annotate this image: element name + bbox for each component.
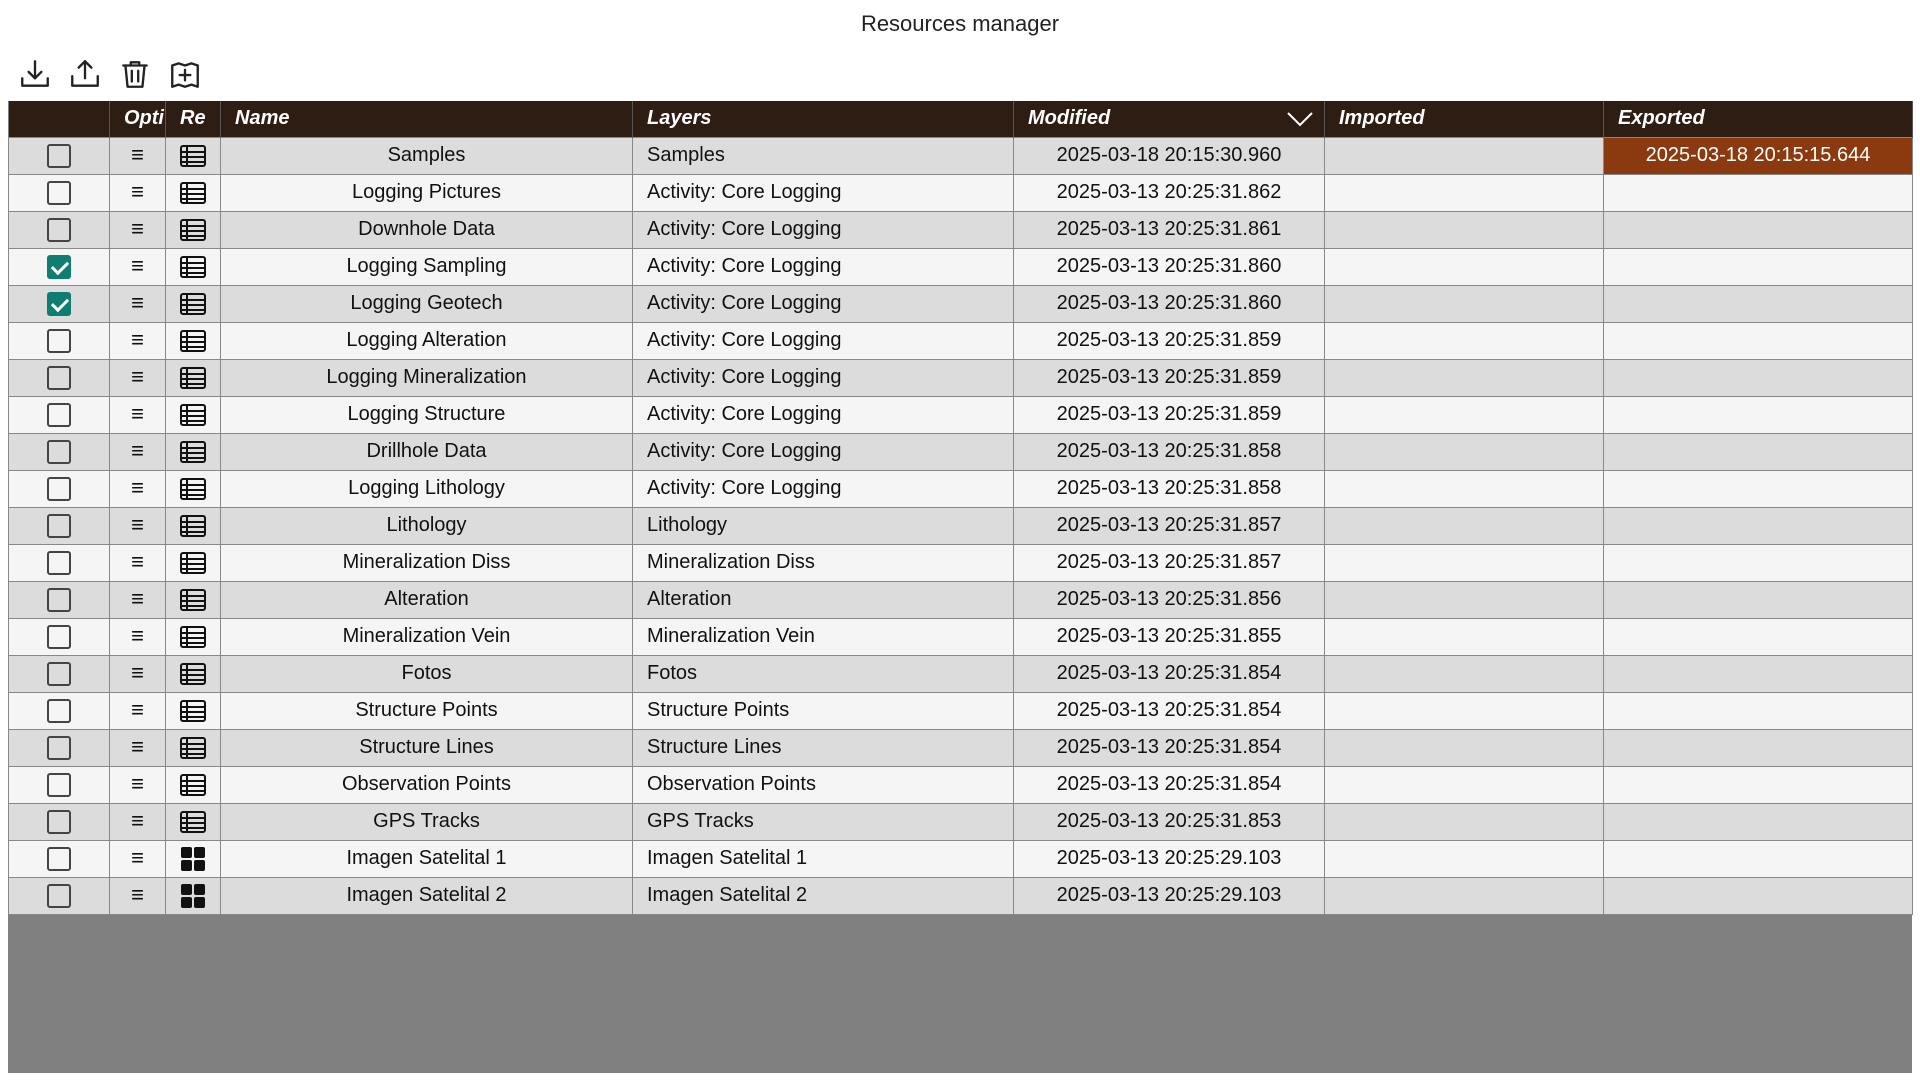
table-icon <box>179 477 207 499</box>
resources-table <box>8 101 1913 915</box>
row-select-cell <box>9 877 110 914</box>
menu-icon[interactable]: ≡ <box>131 807 144 833</box>
menu-icon[interactable]: ≡ <box>131 215 144 241</box>
row-imported <box>1325 507 1604 544</box>
menu-icon[interactable]: ≡ <box>131 881 144 907</box>
row-resource-cell <box>166 544 221 581</box>
row-checkbox[interactable] <box>47 329 71 353</box>
row-exported <box>1604 840 1913 877</box>
table-icon <box>179 255 207 277</box>
row-exported <box>1604 211 1913 248</box>
table-row[interactable] <box>9 174 1913 211</box>
menu-icon[interactable]: ≡ <box>131 141 144 167</box>
menu-icon[interactable]: ≡ <box>131 622 144 648</box>
row-select-cell <box>9 174 110 211</box>
row-resource-cell <box>166 396 221 433</box>
row-layers: Activity: Core Logging <box>633 359 1014 396</box>
row-checkbox[interactable] <box>47 366 71 390</box>
table-row[interactable] <box>9 692 1913 729</box>
menu-icon[interactable]: ≡ <box>131 696 144 722</box>
row-exported <box>1604 655 1913 692</box>
row-resource-cell <box>166 692 221 729</box>
row-checkbox[interactable] <box>47 847 71 871</box>
row-imported <box>1325 618 1604 655</box>
menu-icon[interactable]: ≡ <box>131 474 144 500</box>
row-resource-cell <box>166 248 221 285</box>
row-select-cell <box>9 248 110 285</box>
row-select-cell <box>9 137 110 174</box>
row-resource-cell <box>166 766 221 803</box>
row-name[interactable]: Mineralization Diss <box>221 544 633 581</box>
row-select-cell <box>9 359 110 396</box>
row-options-cell <box>110 692 166 729</box>
row-options-cell <box>110 581 166 618</box>
row-imported <box>1325 248 1604 285</box>
row-options-cell <box>110 433 166 470</box>
table-row[interactable] <box>9 359 1913 396</box>
table-row[interactable] <box>9 507 1913 544</box>
table-icon <box>179 551 207 573</box>
row-select-cell <box>9 285 110 322</box>
row-name[interactable]: Alteration <box>221 581 633 618</box>
row-resource-cell <box>166 211 221 248</box>
row-name[interactable]: Structure Lines <box>221 729 633 766</box>
row-options-cell <box>110 285 166 322</box>
row-modified: 2025-03-13 20:25:31.857 <box>1014 507 1325 544</box>
row-imported <box>1325 322 1604 359</box>
row-modified: 2025-03-18 20:15:30.960 <box>1014 137 1325 174</box>
table-row[interactable] <box>9 248 1913 285</box>
row-exported <box>1604 248 1913 285</box>
row-name[interactable]: Drillhole Data <box>221 433 633 470</box>
row-layers: Activity: Core Logging <box>633 470 1014 507</box>
export-button[interactable] <box>64 53 106 95</box>
resources-table-area <box>8 101 1912 1073</box>
table-header-row <box>9 101 1913 137</box>
column-header-resource[interactable]: Re <box>166 101 221 137</box>
row-name[interactable]: GPS Tracks <box>221 803 633 840</box>
table-row[interactable] <box>9 470 1913 507</box>
row-resource-cell <box>166 803 221 840</box>
row-imported <box>1325 470 1604 507</box>
row-select-cell <box>9 470 110 507</box>
table-row[interactable] <box>9 211 1913 248</box>
row-imported <box>1325 581 1604 618</box>
row-name[interactable]: Samples <box>221 137 633 174</box>
row-name[interactable]: Imagen Satelital 2 <box>221 877 633 914</box>
row-resource-cell <box>166 655 221 692</box>
row-resource-cell <box>166 359 221 396</box>
column-header-layers[interactable]: Layers <box>633 101 1014 137</box>
table-row[interactable] <box>9 581 1913 618</box>
row-layers: Fotos <box>633 655 1014 692</box>
table-icon <box>179 699 207 721</box>
row-modified: 2025-03-13 20:25:31.858 <box>1014 470 1325 507</box>
row-exported <box>1604 766 1913 803</box>
row-modified: 2025-03-13 20:25:31.854 <box>1014 655 1325 692</box>
row-select-cell <box>9 766 110 803</box>
table-icon <box>179 329 207 351</box>
table-icon <box>179 514 207 536</box>
row-imported <box>1325 433 1604 470</box>
row-checkbox[interactable] <box>47 699 71 723</box>
table-row[interactable] <box>9 433 1913 470</box>
menu-icon[interactable]: ≡ <box>131 326 144 352</box>
row-layers: Samples <box>633 137 1014 174</box>
table-row[interactable] <box>9 877 1913 914</box>
row-layers: Lithology <box>633 507 1014 544</box>
row-exported <box>1604 581 1913 618</box>
row-select-cell <box>9 507 110 544</box>
row-exported: 2025-03-18 20:15:15.644 <box>1604 137 1913 174</box>
table-row[interactable] <box>9 396 1913 433</box>
table-row[interactable] <box>9 803 1913 840</box>
row-modified: 2025-03-13 20:25:31.862 <box>1014 174 1325 211</box>
row-layers: Structure Points <box>633 692 1014 729</box>
row-select-cell <box>9 211 110 248</box>
row-layers: Activity: Core Logging <box>633 211 1014 248</box>
row-checkbox[interactable] <box>47 625 71 649</box>
table-icon <box>179 588 207 610</box>
row-name[interactable]: Logging Geotech <box>221 285 633 322</box>
row-exported <box>1604 877 1913 914</box>
row-exported <box>1604 803 1913 840</box>
row-layers: Alteration <box>633 581 1014 618</box>
row-select-cell <box>9 840 110 877</box>
row-resource-cell <box>166 729 221 766</box>
row-modified: 2025-03-13 20:25:31.855 <box>1014 618 1325 655</box>
row-layers: GPS Tracks <box>633 803 1014 840</box>
row-name[interactable]: Lithology <box>221 507 633 544</box>
menu-icon[interactable]: ≡ <box>131 289 144 315</box>
table-icon <box>179 662 207 684</box>
row-exported <box>1604 433 1913 470</box>
export-icon <box>68 57 102 91</box>
table-row[interactable] <box>9 618 1913 655</box>
row-checkbox[interactable] <box>47 403 71 427</box>
row-imported <box>1325 396 1604 433</box>
table-row[interactable] <box>9 840 1913 877</box>
row-layers: Activity: Core Logging <box>633 285 1014 322</box>
table-row[interactable] <box>9 137 1913 174</box>
table-row[interactable] <box>9 322 1913 359</box>
row-name[interactable]: Logging Mineralization <box>221 359 633 396</box>
row-checkbox[interactable] <box>47 551 71 575</box>
row-checkbox[interactable] <box>47 440 71 464</box>
table-icon <box>179 440 207 462</box>
row-name[interactable]: Logging Lithology <box>221 470 633 507</box>
add-map-button[interactable] <box>164 53 206 95</box>
row-exported <box>1604 322 1913 359</box>
row-resource-cell <box>166 840 221 877</box>
row-name[interactable]: Fotos <box>221 655 633 692</box>
row-checkbox[interactable] <box>47 773 71 797</box>
row-options-cell <box>110 174 166 211</box>
row-name[interactable]: Logging Structure <box>221 396 633 433</box>
row-exported <box>1604 729 1913 766</box>
row-select-cell <box>9 433 110 470</box>
table-icon <box>179 403 207 425</box>
menu-icon[interactable]: ≡ <box>131 733 144 759</box>
row-name[interactable]: Imagen Satelital 1 <box>221 840 633 877</box>
row-select-cell <box>9 729 110 766</box>
column-header-name[interactable]: Name <box>221 101 633 137</box>
row-options-cell <box>110 507 166 544</box>
row-name[interactable]: Mineralization Vein <box>221 618 633 655</box>
row-modified: 2025-03-13 20:25:31.854 <box>1014 692 1325 729</box>
row-modified: 2025-03-13 20:25:31.860 <box>1014 285 1325 322</box>
row-modified: 2025-03-13 20:25:31.854 <box>1014 729 1325 766</box>
menu-icon[interactable]: ≡ <box>131 585 144 611</box>
menu-icon[interactable]: ≡ <box>131 844 144 870</box>
row-modified: 2025-03-13 20:25:29.103 <box>1014 877 1325 914</box>
delete-button[interactable] <box>114 53 156 95</box>
row-checkbox[interactable] <box>47 477 71 501</box>
row-modified: 2025-03-13 20:25:31.858 <box>1014 433 1325 470</box>
row-options-cell <box>110 137 166 174</box>
row-options-cell <box>110 803 166 840</box>
row-layers: Mineralization Diss <box>633 544 1014 581</box>
row-name[interactable]: Logging Sampling <box>221 248 633 285</box>
row-options-cell <box>110 359 166 396</box>
row-resource-cell <box>166 877 221 914</box>
row-resource-cell <box>166 322 221 359</box>
row-modified: 2025-03-13 20:25:31.856 <box>1014 581 1325 618</box>
row-options-cell <box>110 544 166 581</box>
row-layers: Imagen Satelital 1 <box>633 840 1014 877</box>
import-button[interactable] <box>14 53 56 95</box>
row-layers: Observation Points <box>633 766 1014 803</box>
row-imported <box>1325 766 1604 803</box>
sort-descending-icon <box>1286 109 1314 129</box>
row-modified: 2025-03-13 20:25:31.860 <box>1014 248 1325 285</box>
table-icon <box>179 625 207 647</box>
row-layers: Imagen Satelital 2 <box>633 877 1014 914</box>
table-icon <box>179 292 207 314</box>
raster-grid-icon <box>179 884 207 906</box>
raster-grid-icon <box>179 847 207 869</box>
row-modified: 2025-03-13 20:25:31.859 <box>1014 322 1325 359</box>
column-header-select[interactable] <box>9 101 110 137</box>
row-imported <box>1325 285 1604 322</box>
row-imported <box>1325 359 1604 396</box>
row-layers: Activity: Core Logging <box>633 322 1014 359</box>
title-text: Resources manager <box>860 11 1060 36</box>
row-select-cell <box>9 581 110 618</box>
row-checkbox[interactable] <box>47 810 71 834</box>
row-checkbox[interactable] <box>47 662 71 686</box>
row-imported <box>1325 692 1604 729</box>
table-row[interactable] <box>9 544 1913 581</box>
row-modified: 2025-03-13 20:25:31.861 <box>1014 211 1325 248</box>
row-checkbox[interactable] <box>47 292 71 316</box>
table-row[interactable] <box>9 766 1913 803</box>
menu-icon[interactable]: ≡ <box>131 659 144 685</box>
table-row[interactable] <box>9 729 1913 766</box>
row-resource-cell <box>166 507 221 544</box>
row-exported <box>1604 692 1913 729</box>
menu-icon[interactable]: ≡ <box>131 363 144 389</box>
column-header-imported[interactable]: Imported <box>1325 101 1604 137</box>
row-options-cell <box>110 618 166 655</box>
row-imported <box>1325 211 1604 248</box>
row-imported <box>1325 137 1604 174</box>
table-icon <box>179 736 207 758</box>
table-icon <box>179 181 207 203</box>
row-options-cell <box>110 729 166 766</box>
row-imported <box>1325 174 1604 211</box>
row-options-cell <box>110 470 166 507</box>
row-resource-cell <box>166 285 221 322</box>
table-icon <box>179 218 207 240</box>
table-row[interactable] <box>9 285 1913 322</box>
row-options-cell <box>110 655 166 692</box>
row-imported <box>1325 655 1604 692</box>
row-exported <box>1604 396 1913 433</box>
row-modified: 2025-03-13 20:25:29.103 <box>1014 840 1325 877</box>
row-modified: 2025-03-13 20:25:31.859 <box>1014 396 1325 433</box>
row-layers: Activity: Core Logging <box>633 174 1014 211</box>
row-exported <box>1604 285 1913 322</box>
row-name[interactable]: Observation Points <box>221 766 633 803</box>
row-select-cell <box>9 692 110 729</box>
row-checkbox[interactable] <box>47 736 71 760</box>
row-select-cell <box>9 396 110 433</box>
row-layers: Mineralization Vein <box>633 618 1014 655</box>
add-map-icon <box>168 57 202 91</box>
row-resource-cell <box>166 470 221 507</box>
row-imported <box>1325 877 1604 914</box>
column-header-options[interactable]: Opti <box>110 101 166 137</box>
row-resource-cell <box>166 174 221 211</box>
row-modified: 2025-03-13 20:25:31.854 <box>1014 766 1325 803</box>
row-layers: Activity: Core Logging <box>633 396 1014 433</box>
row-exported <box>1604 618 1913 655</box>
row-layers: Activity: Core Logging <box>633 248 1014 285</box>
menu-icon[interactable]: ≡ <box>131 178 144 204</box>
menu-icon[interactable]: ≡ <box>131 548 144 574</box>
row-imported <box>1325 803 1604 840</box>
row-options-cell <box>110 211 166 248</box>
row-resource-cell <box>166 581 221 618</box>
row-name[interactable]: Logging Pictures <box>221 174 633 211</box>
row-options-cell <box>110 396 166 433</box>
row-options-cell <box>110 322 166 359</box>
row-layers: Activity: Core Logging <box>633 433 1014 470</box>
menu-icon[interactable]: ≡ <box>131 400 144 426</box>
row-select-cell <box>9 322 110 359</box>
row-exported <box>1604 507 1913 544</box>
menu-icon[interactable]: ≡ <box>131 770 144 796</box>
row-checkbox[interactable] <box>47 514 71 538</box>
row-modified: 2025-03-13 20:25:31.859 <box>1014 359 1325 396</box>
row-exported <box>1604 544 1913 581</box>
table-icon <box>179 144 207 166</box>
row-resource-cell <box>166 433 221 470</box>
row-options-cell <box>110 248 166 285</box>
row-checkbox[interactable] <box>47 218 71 242</box>
column-header-modified[interactable] <box>1014 101 1325 137</box>
row-name[interactable]: Structure Points <box>221 692 633 729</box>
row-select-cell <box>9 803 110 840</box>
row-select-cell <box>9 655 110 692</box>
toolbar <box>0 48 1920 100</box>
row-options-cell <box>110 840 166 877</box>
menu-icon[interactable]: ≡ <box>131 437 144 463</box>
row-checkbox[interactable] <box>47 181 71 205</box>
table-icon <box>179 366 207 388</box>
row-exported <box>1604 470 1913 507</box>
row-resource-cell <box>166 137 221 174</box>
menu-icon[interactable]: ≡ <box>131 511 144 537</box>
window-title <box>0 0 1920 48</box>
row-checkbox[interactable] <box>47 884 71 908</box>
row-resource-cell <box>166 618 221 655</box>
trash-icon <box>118 57 152 91</box>
row-name[interactable]: Downhole Data <box>221 211 633 248</box>
row-checkbox[interactable] <box>47 144 71 168</box>
row-exported <box>1604 359 1913 396</box>
row-checkbox[interactable] <box>47 255 71 279</box>
table-icon <box>179 773 207 795</box>
row-imported <box>1325 840 1604 877</box>
row-modified: 2025-03-13 20:25:31.853 <box>1014 803 1325 840</box>
column-header-modified-label: Modified <box>1028 107 1111 130</box>
row-select-cell <box>9 618 110 655</box>
row-layers: Structure Lines <box>633 729 1014 766</box>
table-icon <box>179 810 207 832</box>
row-imported <box>1325 544 1604 581</box>
row-checkbox[interactable] <box>47 588 71 612</box>
row-select-cell <box>9 544 110 581</box>
row-options-cell <box>110 877 166 914</box>
table-row[interactable] <box>9 655 1913 692</box>
row-modified: 2025-03-13 20:25:31.857 <box>1014 544 1325 581</box>
row-imported <box>1325 729 1604 766</box>
import-icon <box>18 57 52 91</box>
column-header-exported[interactable]: Exported <box>1604 101 1913 137</box>
row-exported <box>1604 174 1913 211</box>
row-options-cell <box>110 766 166 803</box>
menu-icon[interactable]: ≡ <box>131 252 144 278</box>
row-name[interactable]: Logging Alteration <box>221 322 633 359</box>
